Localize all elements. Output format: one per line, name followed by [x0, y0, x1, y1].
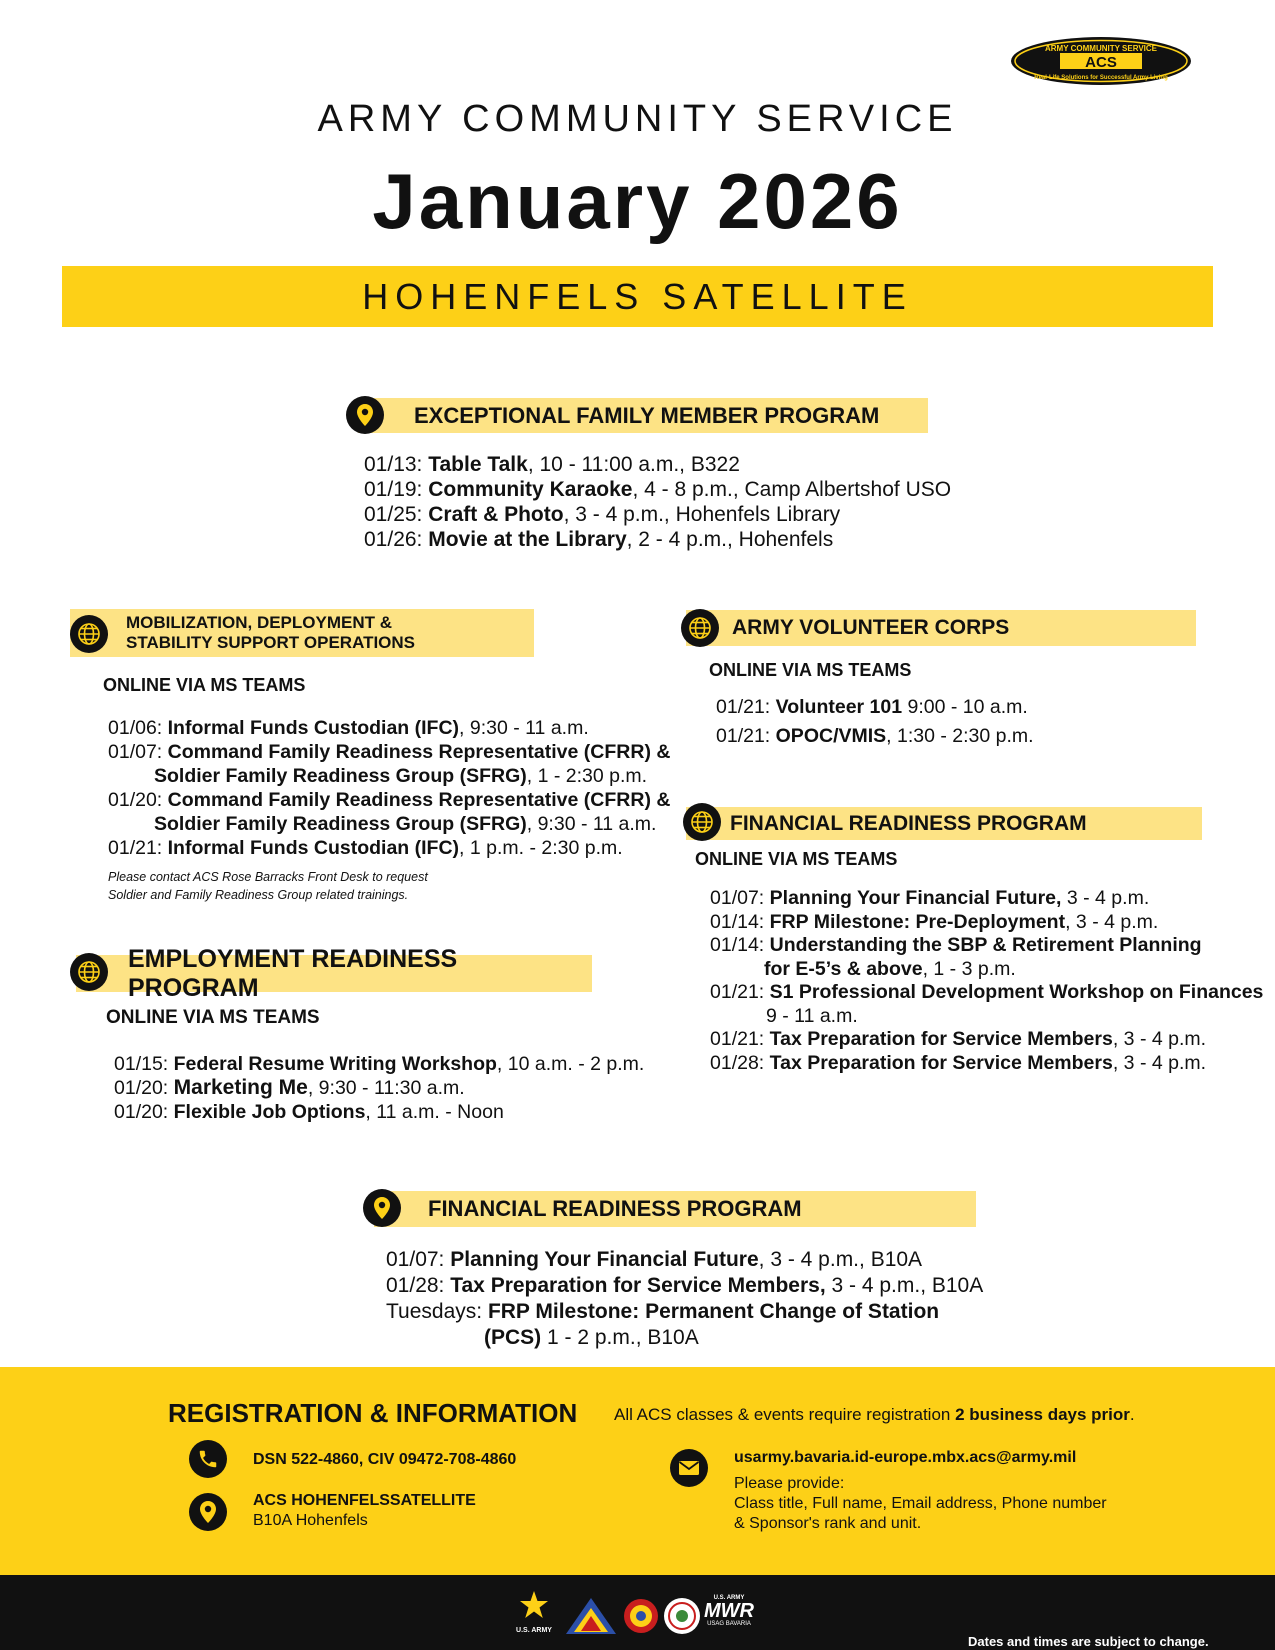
list-item: 9 - 11 a.m. — [766, 1004, 858, 1027]
location-pin-icon — [189, 1493, 227, 1531]
list-item: 01/07: Planning Your Financial Future, 3 - 4 p.m. — [710, 887, 1150, 909]
efmp-header — [358, 398, 928, 433]
list-item: 01/21: Informal Funds Custodian (IFC), 1 p.m. - 2:30 p.m. — [108, 837, 623, 859]
list-item: for E-5’s & above, 1 - 3 p.m. — [764, 957, 1016, 980]
avc-header — [686, 610, 1196, 646]
mdsso-note: Please contact ACS Rose Barracks Front Desk to request Soldier and Family Readiness Group related trainings. — [108, 870, 428, 902]
mwr-logo: U.S. ARMY MWR USAG BAVARIA — [704, 1595, 754, 1627]
list-item: Soldier Family Readiness Group (SFRG), 1 - 2:30 p.m. — [154, 765, 648, 787]
mdsso-subhead: ONLINE VIA MS TEAMS — [103, 675, 306, 695]
mdsso-title-line2: STABILITY SUPPORT OPERATIONS — [126, 633, 416, 652]
registration-title: REGISTRATION & INFORMATION — [168, 1398, 578, 1428]
location-info: ACS HOHENFELSSATELLITE B10A Hohenfels — [253, 1492, 476, 1529]
location-banner-text: HOHENFELS SATELLITE — [362, 275, 913, 317]
list-item: 01/07: Command Family Readiness Representative (CFRR) & — [108, 741, 671, 763]
disclaimer: Dates and times are subject to change. — [968, 1634, 1209, 1649]
list-item: 01/21: Volunteer 101 9:00 - 10 a.m. — [716, 696, 1028, 718]
phone-number: DSN 522-4860, CIV 09472-708-4860 — [253, 1451, 517, 1468]
mdsso-list — [108, 716, 670, 860]
avc-subhead: ONLINE VIA MS TEAMS — [709, 660, 912, 680]
email-link[interactable]: usarmy.bavaria.id-europe.mbx.acs@army.mil — [734, 1449, 1077, 1466]
erp-subhead: ONLINE VIA MS TEAMS — [106, 1007, 320, 1028]
list-item: 01/13: Table Talk, 10 - 11:00 a.m., B322 — [364, 453, 740, 476]
erp-title: EMPLOYMENT READINESS PROGRAM — [128, 944, 458, 1002]
frp-online-header — [686, 807, 1202, 840]
list-item: Tuesdays: FRP Milestone: Permanent Change of Station — [386, 1300, 940, 1323]
globe-icon — [70, 615, 108, 653]
list-item: 01/15: Federal Resume Writing Workshop, 10 a.m. - 2 p.m. — [114, 1053, 645, 1075]
list-item: 01/20: Marketing Me, 9:30 - 11:30 a.m. — [114, 1076, 465, 1099]
efmp-list — [364, 452, 951, 552]
list-item: (PCS) 1 - 2 p.m., B10A — [484, 1326, 699, 1349]
avc-list — [716, 693, 1034, 751]
mdsso-header — [70, 609, 534, 657]
logo-top-text: ARMY COMMUNITY SERVICE — [1044, 44, 1158, 53]
us-army-logo: U.S. ARMY — [512, 1588, 556, 1640]
acs-logo — [1010, 36, 1192, 86]
frp-online-subhead: ONLINE VIA MS TEAMS — [695, 849, 898, 869]
org-title: ARMY COMMUNITY SERVICE — [317, 98, 958, 140]
frp-onsite-list — [386, 1247, 983, 1351]
erp-list — [114, 1052, 644, 1124]
list-item: 01/19: Community Karaoke, 4 - 8 p.m., Camp Albertshof USO — [364, 478, 952, 501]
list-item: 01/21: S1 Professional Development Workshop on Finances — [710, 981, 1264, 1003]
unit-triangle-logo — [564, 1596, 618, 1636]
unit-crest-logo — [622, 1596, 660, 1636]
efmp-title: EXCEPTIONAL FAMILY MEMBER PROGRAM — [414, 402, 880, 428]
location-pin-icon — [346, 396, 384, 434]
logo-tagline: Real-Life Solutions for Successful Army Living — [1034, 75, 1168, 81]
globe-icon — [70, 953, 108, 991]
frp-online-list — [710, 887, 1263, 1075]
logo-mark: ACS — [1085, 54, 1117, 71]
frp-onsite-header — [374, 1191, 976, 1227]
month-title: January 2026 — [372, 157, 903, 245]
registration-note: All ACS classes & events require registration 2 business days prior. — [614, 1405, 1135, 1424]
list-item: Soldier Family Readiness Group (SFRG), 9:30 - 11 a.m. — [154, 813, 657, 835]
phone-icon — [189, 1440, 227, 1478]
globe-icon — [683, 803, 721, 841]
garrison-seal-logo — [662, 1596, 702, 1636]
list-item: 01/20: Flexible Job Options, 11 a.m. - Noon — [114, 1101, 504, 1123]
list-item: 01/14: Understanding the SBP & Retirement Planning — [710, 934, 1202, 956]
mdsso-title-line1: MOBILIZATION, DEPLOYMENT & — [126, 613, 393, 632]
list-item: 01/25: Craft & Photo, 3 - 4 p.m., Hohenfels Library — [364, 503, 841, 526]
list-item: 01/07: Planning Your Financial Future, 3 - 4 p.m., B10A — [386, 1248, 923, 1271]
globe-icon — [681, 609, 719, 647]
frp-onsite-title: FINANCIAL READINESS PROGRAM — [428, 1196, 802, 1221]
avc-title: ARMY VOLUNTEER CORPS — [732, 616, 1010, 639]
location-pin-icon — [363, 1189, 401, 1227]
envelope-icon — [670, 1449, 708, 1487]
list-item: 01/21: Tax Preparation for Service Members, 3 - 4 p.m. — [710, 1028, 1207, 1050]
erp-header — [76, 944, 592, 1002]
contact-info: usarmy.bavaria.id-europe.mbx.acs@army.mil Please provide: Class title, Full name, Email address, Phone number & Sponsor's rank and unit. — [734, 1449, 1107, 1532]
list-item: 01/20: Command Family Readiness Representative (CFRR) & — [108, 789, 671, 811]
list-item: 01/21: OPOC/VMIS, 1:30 - 2:30 p.m. — [716, 725, 1034, 747]
list-item: 01/26: Movie at the Library, 2 - 4 p.m., Hohenfels — [364, 528, 834, 551]
list-item: 01/28: Tax Preparation for Service Members, 3 - 4 p.m. — [710, 1051, 1207, 1074]
frp-online-title: FINANCIAL READINESS PROGRAM — [730, 811, 1087, 835]
location-banner — [62, 266, 1213, 327]
list-item: 01/06: Informal Funds Custodian (IFC), 9:30 - 11 a.m. — [108, 717, 589, 739]
list-item: 01/28: Tax Preparation for Service Members, 3 - 4 p.m., B10A — [386, 1274, 984, 1297]
list-item: 01/14: FRP Milestone: Pre-Deployment, 3 - 4 p.m. — [710, 910, 1159, 933]
